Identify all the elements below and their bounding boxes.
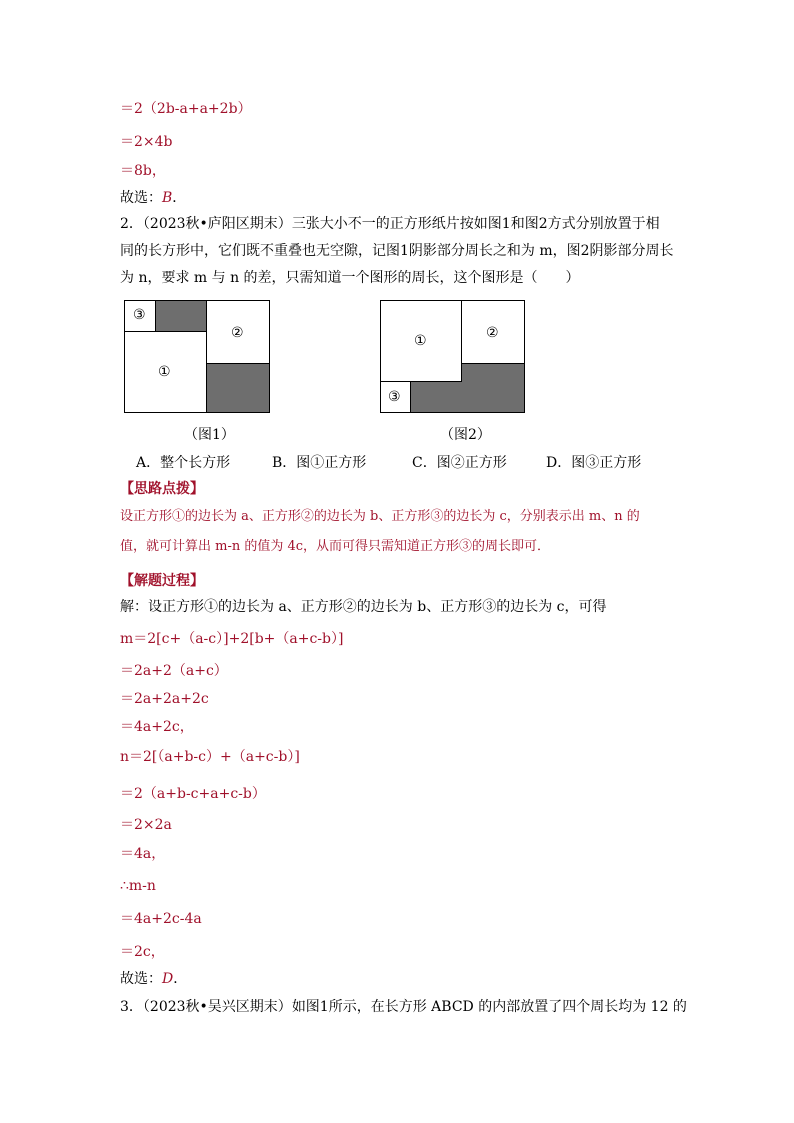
hint-line-1: 设正方形①的边长为 a、正方形②的边长为 b、正方形③的边长为 c，分别表示出 m、n 的 — [120, 509, 640, 524]
solution-step: m＝2[c+（a-c）]+2[b+（a+c-b）] — [120, 631, 344, 647]
answer-prefix: 故选： — [120, 971, 162, 987]
figure-2 — [380, 300, 525, 413]
solution-step: ∴m-n — [120, 878, 156, 894]
question-2-line-2: 同的长方形中，它们既不重叠也无空隙，记图1阴影部分周长之和为 m，图2阴影部分周长 — [120, 243, 674, 259]
answer-line-d — [120, 970, 187, 988]
solution-step: ＝2×2a — [120, 817, 172, 833]
option-c: C．图②正方形 — [412, 455, 507, 471]
equation-line: ＝8b， — [120, 163, 166, 179]
question-number: 3． — [120, 999, 143, 1015]
equation-line: ＝2×4b — [120, 134, 173, 150]
figure-1 — [124, 300, 270, 413]
answer-prefix: 故选： — [120, 190, 162, 206]
solution-step: ＝4a+2c， — [120, 719, 194, 735]
solution-step: ＝2a+2（a+c） — [120, 663, 228, 679]
solution-step: ＝4a+2c-4a — [120, 911, 202, 927]
question-2-line-1 — [120, 215, 660, 233]
shaded-region — [206, 363, 269, 412]
shaded-region — [156, 301, 206, 332]
answer-letter: D — [162, 971, 174, 987]
square-1 — [380, 300, 462, 382]
question-source: （2023秋•吴兴区期末） — [142, 999, 292, 1015]
option-b: B．图①正方形 — [272, 455, 367, 471]
solution-intro: 解：设正方形①的边长为 a、正方形②的边长为 b、正方形③的边长为 c，可得 — [120, 599, 607, 615]
square-3 — [380, 381, 411, 413]
question-text: 三张大小不一的正方形纸片按如图1和图2方式分别放置于相 — [291, 216, 660, 232]
figure-2-caption: （图2） — [440, 427, 491, 443]
square-2 — [206, 300, 270, 364]
hint-header: 【思路点拨】 — [120, 481, 204, 497]
square-label: ③ — [133, 307, 146, 323]
option-d: D．图③正方形 — [546, 455, 642, 471]
solution-step: ＝4a， — [120, 846, 166, 862]
square-label: ① — [158, 364, 171, 380]
hint-line-2: 值，就可计算出 m-n 的值为 4c，从而可得只需知道正方形③的周长即可． — [120, 539, 551, 554]
question-text: 如图1所示，在长方形 ABCD 的内部放置了四个周长均为 12 的 — [291, 999, 687, 1015]
square-label: ① — [414, 333, 427, 349]
square-label: ② — [486, 325, 499, 341]
solution-header: 【解题过程】 — [120, 573, 204, 589]
solution-step: ＝2c， — [120, 944, 165, 960]
answer-suffix: ． — [172, 190, 187, 206]
square-2 — [461, 300, 525, 364]
figure-1-caption: （图1） — [184, 427, 235, 443]
answer-line-b — [120, 189, 186, 207]
square-1 — [124, 331, 207, 413]
equation-line: ＝2（2b-a+a+2b） — [120, 101, 252, 117]
solution-step: ＝2（a+b-c+a+c-b） — [120, 786, 266, 802]
square-label: ② — [231, 325, 244, 341]
solution-step: n＝2[（a+b-c）+（a+c-b）] — [120, 749, 300, 765]
question-3-line-1 — [120, 998, 687, 1016]
question-2-line-3: 为 n，要求 m 与 n 的差，只需知道一个图形的周长，这个图形是（ ） — [120, 270, 580, 286]
answer-letter: B — [162, 190, 173, 206]
solution-step: ＝2a+2a+2c — [120, 691, 209, 707]
answer-suffix: ． — [173, 971, 188, 987]
question-number: 2． — [120, 216, 143, 232]
question-source: （2023秋•庐阳区期末） — [142, 216, 292, 232]
square-label: ③ — [388, 389, 401, 405]
square-3 — [124, 300, 156, 332]
option-a: A．整个长方形 — [136, 455, 231, 471]
